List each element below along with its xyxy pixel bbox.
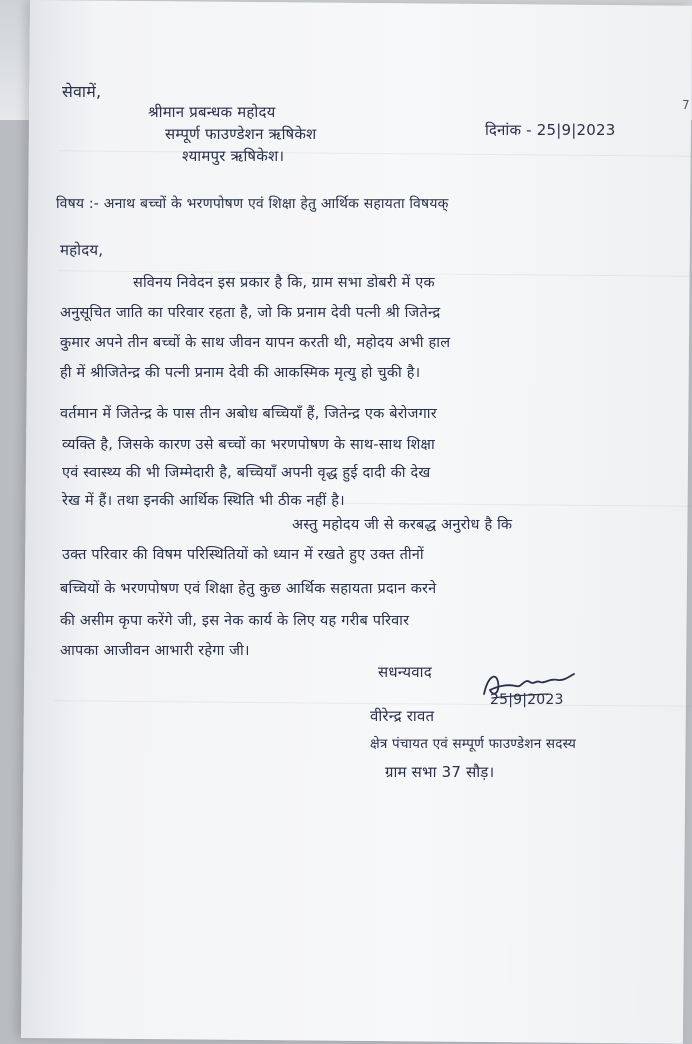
body-line: कुमार अपने तीन बच्चों के साथ जीवन यापन करती थी, महोदय अभी हाल bbox=[60, 335, 451, 351]
ruled-line bbox=[59, 150, 692, 157]
request-line: आपका आजीवन आभारी रहेगा जी। bbox=[60, 643, 250, 659]
body-line: सविनय निवेदन इस प्रकार है कि, ग्राम सभा डोबरी में एक bbox=[133, 275, 435, 291]
body-line: व्यक्ति है, जिसके कारण उसे बच्चों का भरणपोषण के साथ-साथ शिक्षा bbox=[62, 437, 435, 453]
body-line: रेख में हैं। तथा इनकी आर्थिक स्थिति भी ठीक नहीं है। bbox=[62, 493, 345, 509]
greeting: महोदय, bbox=[60, 241, 104, 259]
salutation-to: सेवामें, bbox=[62, 82, 102, 101]
page-edge-mark: 7 bbox=[682, 98, 690, 112]
body-line: एवं स्वास्थ्य की भी जिम्मेदारी है, बच्चियाँ अपनी वृद्ध हुई दादी की देख bbox=[62, 465, 431, 481]
body-line: ही में श्रीजितेन्द्र की पत्नी प्रनाम देवी की आकस्मिक मृत्यु हो चुकी है। bbox=[60, 365, 421, 381]
closing: सधन्यवाद bbox=[378, 663, 432, 681]
sender-village: ग्राम सभा 37 सौड़। bbox=[385, 763, 495, 781]
request-line: की असीम कृपा करेंगे जी, इस नेक कार्य के लिए यह गरीब परिवार bbox=[60, 613, 410, 629]
addressee-line-2: सम्पूर्ण फाउण्डेशन ऋषिकेश bbox=[165, 125, 317, 143]
signature-date: 25|9|2023 bbox=[490, 692, 564, 708]
request-line: उक्त परिवार की विषम परिस्थितियों को ध्यान में रखते हुए उक्त तीनों bbox=[62, 547, 424, 563]
request-line: बच्चियों के भरणपोषण एवं शिक्षा हेतु कुछ आर्थिक सहायता प्रदान करने bbox=[60, 581, 437, 597]
addressee-line-3: श्यामपुर ऋषिकेश। bbox=[182, 147, 285, 165]
request-line: अस्तु महोदय जी से करबद्ध अनुरोध है कि bbox=[292, 517, 513, 533]
sender-name: वीरेन्द्र रावत bbox=[370, 707, 435, 725]
body-line: वर्तमान में जितेन्द्र के पास तीन अबोध बच्चियाँ हैं, जितेन्द्र एक बेरोजगार bbox=[60, 406, 437, 422]
sender-role: क्षेत्र पंचायत एवं सम्पूर्ण फाउण्डेशन सदस्य bbox=[370, 736, 577, 752]
subject-line: विषय :- अनाथ बच्चों के भरणपोषण एवं शिक्षा हेतु आर्थिक सहायता विषयक् bbox=[56, 196, 449, 212]
body-line: अनुसूचित जाति का परिवार रहता है, जो कि प्रनाम देवी पत्नी श्री जितेन्द्र bbox=[60, 305, 441, 321]
addressee-line-1: श्रीमान प्रबन्धक महोदय bbox=[148, 103, 276, 121]
letter-date: दिनांक - 25|9|2023 bbox=[485, 121, 616, 139]
